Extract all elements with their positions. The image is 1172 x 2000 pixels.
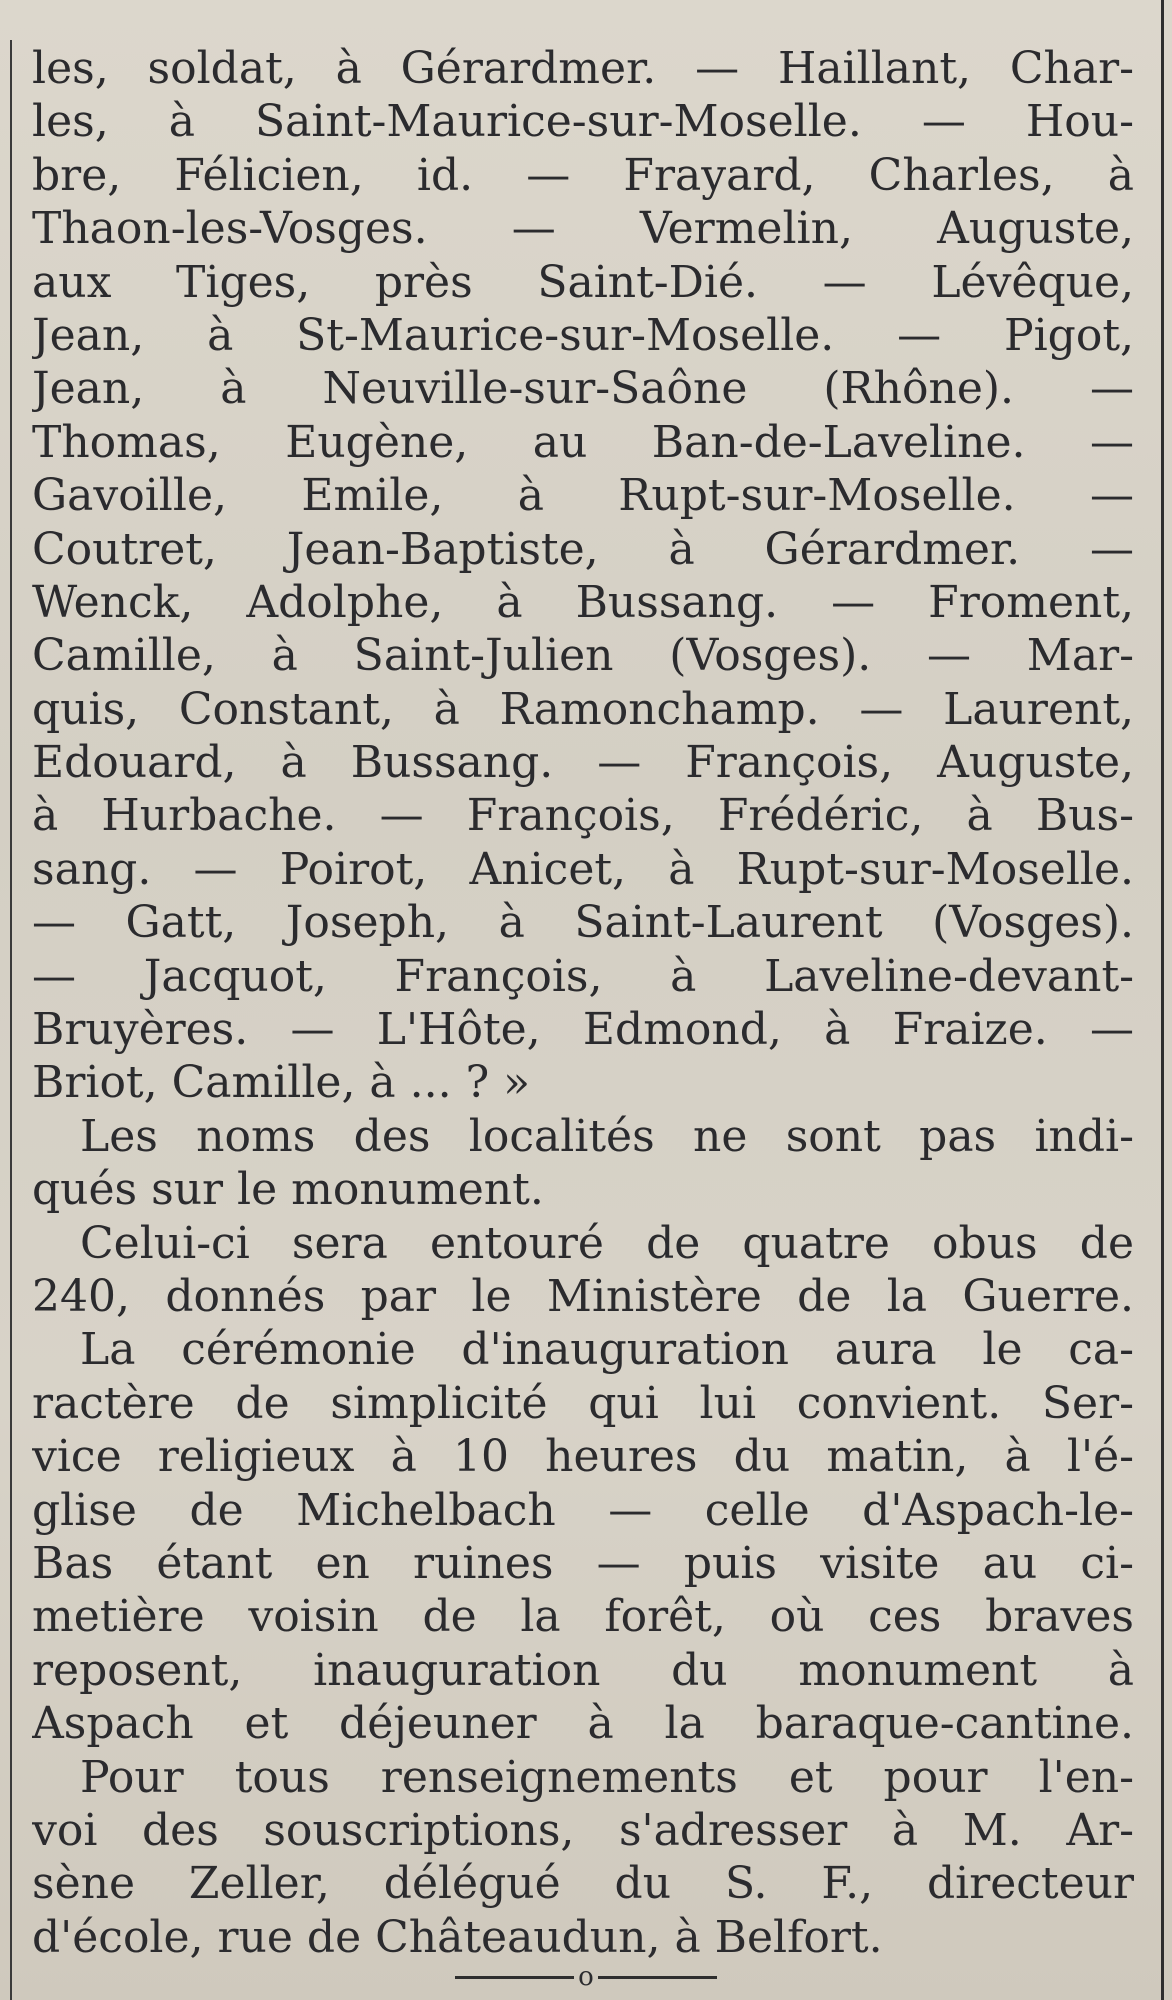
text-line: ractère de simplicité qui lui convient. Ser-: [32, 1377, 1134, 1429]
text-line: bre, Félicien, id. — Frayard, Charles, à: [32, 149, 1134, 201]
text-line: Bas étant en ruines — puis visite au ci-: [32, 1537, 1134, 1589]
text-line: Jean, à St-Maurice-sur-Moselle. — Pigot,: [32, 309, 1134, 361]
text-line: Jean, à Neuville-sur-Saône (Rhône). —: [32, 363, 1134, 415]
article-column: [32, 42, 1134, 1964]
text-line: reposent, inauguration du monument à: [32, 1644, 1134, 1696]
text-line: Pour tous renseignements et pour l'en-: [80, 1751, 1134, 1803]
column-rule-left: [10, 40, 12, 2000]
text-line: Thaon-les-Vosges. — Vermelin, Auguste,: [32, 203, 1134, 255]
text-line: Wenck, Adolphe, à Bussang. — Froment,: [32, 576, 1134, 628]
text-line: Aspach et déjeuner à la baraque-cantine.: [32, 1698, 1134, 1750]
separator-glyph: o: [578, 1962, 594, 1992]
section-separator: [455, 1962, 717, 1992]
text-line: — Jacquot, François, à Laveline-devant-: [32, 950, 1134, 1002]
text-line: Thomas, Eugène, au Ban-de-Laveline. —: [32, 416, 1134, 468]
text-line: metière voisin de la forêt, où ces braves: [32, 1591, 1134, 1643]
text-line: 240, donnés par le Ministère de la Guerre.: [32, 1270, 1134, 1322]
text-line: sène Zeller, délégué du S. F., directeur: [32, 1858, 1134, 1910]
text-line: Bruyères. — L'Hôte, Edmond, à Fraize. —: [32, 1004, 1134, 1056]
text-line: glise de Michelbach — celle d'Aspach-le-: [32, 1484, 1134, 1536]
text-line: qués sur le monument.: [32, 1164, 544, 1216]
text-line: voi des souscriptions, s'adresser à M. Ar-: [32, 1804, 1134, 1856]
column-rule-right: [1161, 0, 1164, 2000]
text-line: quis, Constant, à Ramonchamp. — Laurent,: [32, 683, 1134, 735]
text-line: vice religieux à 10 heures du matin, à l'é-: [32, 1431, 1134, 1483]
text-line: Coutret, Jean-Baptiste, à Gérardmer. —: [32, 523, 1134, 575]
text-line: Les noms des localités ne sont pas indi-: [80, 1110, 1134, 1162]
text-line: d'école, rue de Châteaudun, à Belfort.: [32, 1911, 883, 1963]
text-line: Edouard, à Bussang. — François, Auguste,: [32, 737, 1134, 789]
text-line: les, soldat, à Gérardmer. — Haillant, Char-: [32, 43, 1134, 94]
separator-rule-left: [455, 1976, 574, 1979]
text-line: Celui-ci sera entouré de quatre obus de: [80, 1217, 1134, 1269]
text-line: sang. — Poirot, Anicet, à Rupt-sur-Moselle.: [32, 843, 1134, 895]
text-line: Gavoille, Emile, à Rupt-sur-Moselle. —: [32, 470, 1134, 522]
text-line: aux Tiges, près Saint-Dié. — Lévêque,: [32, 256, 1134, 308]
text-line: Camille, à Saint-Julien (Vosges). — Mar-: [32, 630, 1134, 682]
text-line: — Gatt, Joseph, à Saint-Laurent (Vosges).: [32, 897, 1134, 949]
text-line: Briot, Camille, à ... ? »: [32, 1057, 531, 1109]
text-line: les, à Saint-Maurice-sur-Moselle. — Hou-: [32, 96, 1134, 148]
text-line: La cérémonie d'inauguration aura le ca-: [80, 1324, 1134, 1376]
text-line: à Hurbache. — François, Frédéric, à Bus-: [32, 790, 1134, 842]
separator-rule-right: [598, 1976, 717, 1979]
